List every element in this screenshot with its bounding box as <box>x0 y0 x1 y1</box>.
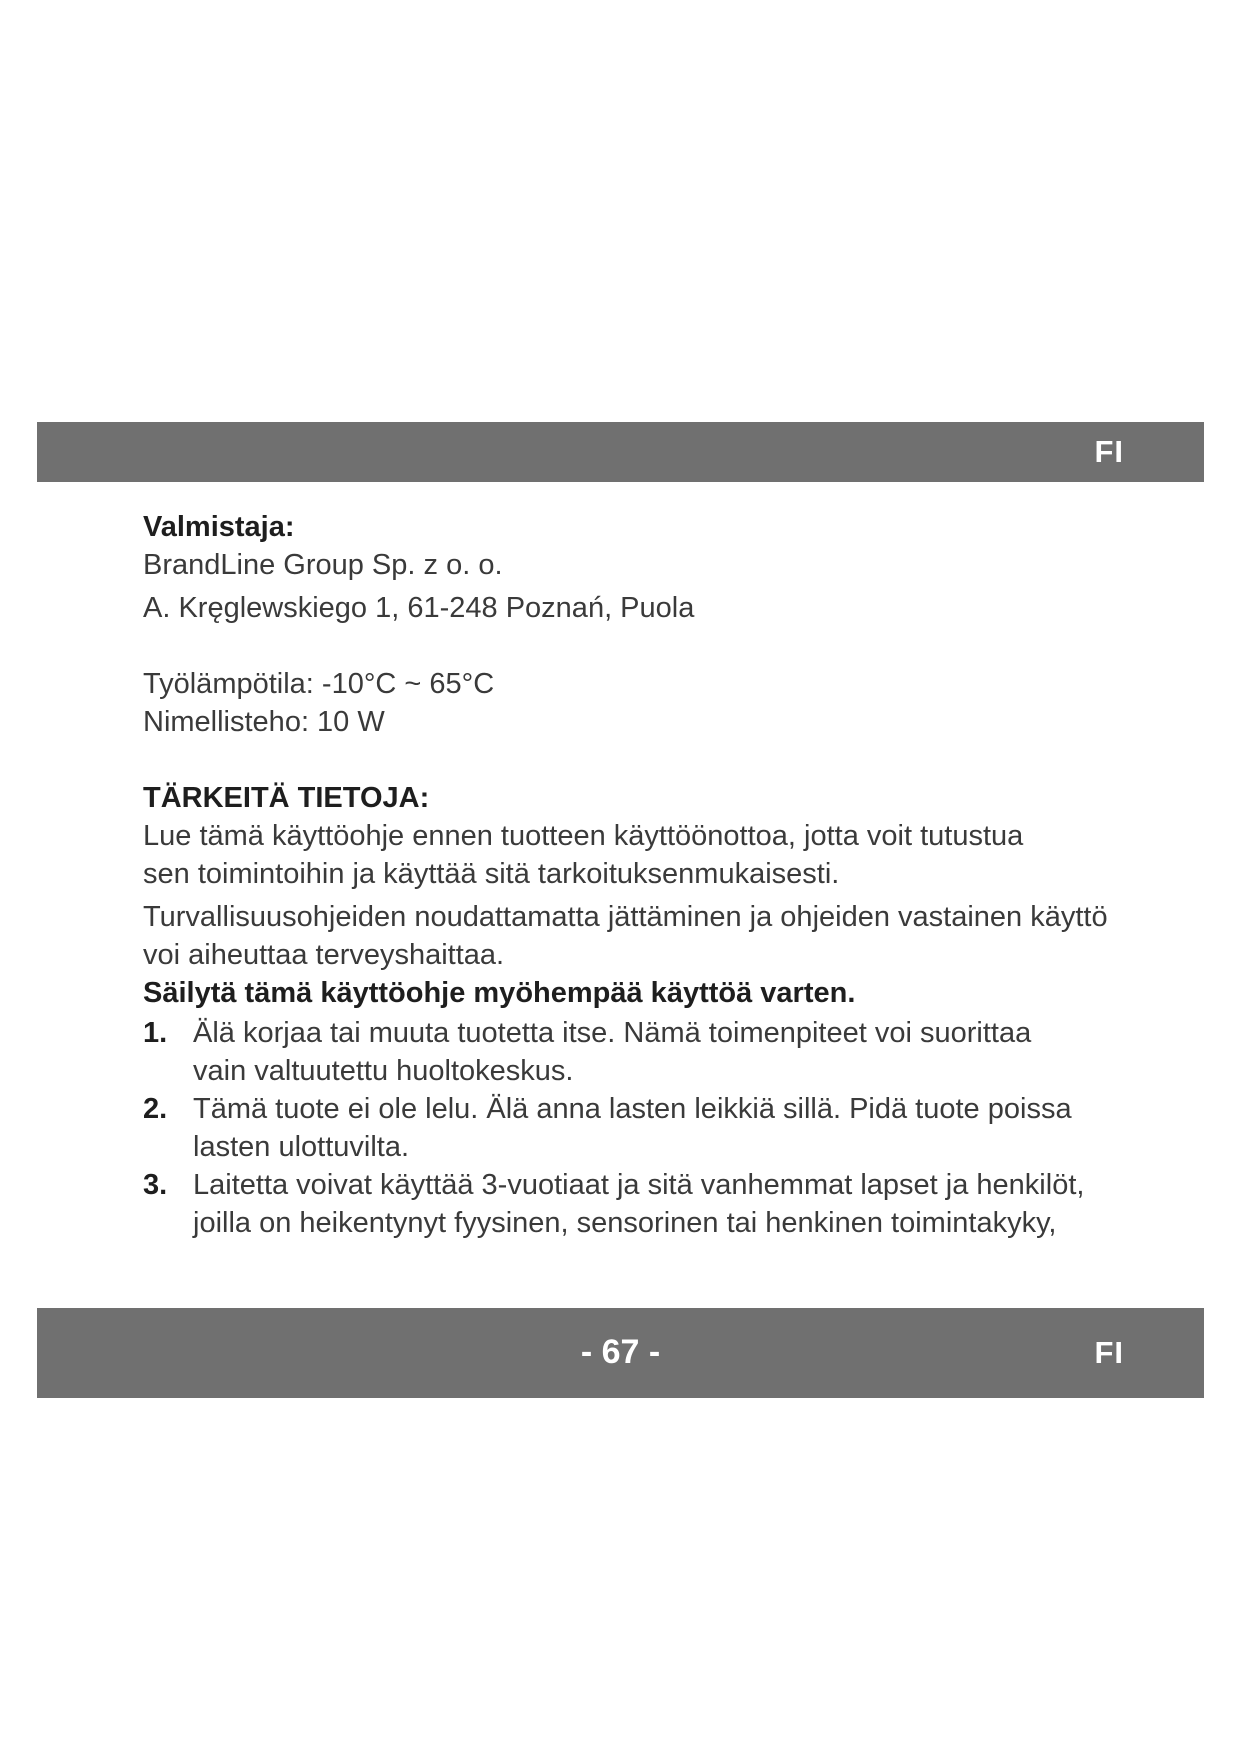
footer-bar <box>37 1308 1204 1398</box>
page-number: - 67 - <box>580 1333 661 1371</box>
page-content <box>143 508 1143 1242</box>
header-bar <box>37 422 1204 482</box>
list-item <box>143 1090 1143 1166</box>
manufacturer-name: BrandLine Group Sp. z o. o. <box>143 549 503 581</box>
important-paragraph-2-line-2: voi aiheuttaa terveyshaittaa. <box>143 939 505 971</box>
list-item-number: 2. <box>143 1093 168 1125</box>
list-item-line-2: vain valtuutettu huoltokeskus. <box>193 1055 574 1087</box>
manufacturer-address: A. Kręglewskiego 1, 61-248 Poznań, Puola <box>143 592 695 624</box>
safety-list <box>143 1014 1143 1242</box>
important-paragraph-1-line-2: sen toimintoihin ja käyttää sitä tarkoituksenmukaisesti. <box>143 858 840 890</box>
header-language-code: FI <box>1094 434 1124 469</box>
important-heading: TÄRKEITÄ TIETOJA: <box>143 782 430 814</box>
operating-temperature: Työlämpötila: -10°C ~ 65°C <box>143 668 495 700</box>
list-item-number: 3. <box>143 1169 168 1201</box>
keep-manual-notice: Säilytä tämä käyttöohje myöhempää käyttöä varten. <box>143 977 856 1009</box>
manufacturer-heading: Valmistaja: <box>143 511 295 543</box>
list-item-line-1: Älä korjaa tai muuta tuotetta itse. Nämä toimenpiteet voi suorittaa <box>193 1017 1032 1049</box>
important-paragraph-1-line-1: Lue tämä käyttöohje ennen tuotteen käyttöönottoa, jotta voit tutustua <box>143 820 1024 852</box>
list-item-line-1: Laitetta voivat käyttää 3-vuotiaat ja sitä vanhemmat lapset ja henkilöt, <box>193 1169 1085 1201</box>
list-item <box>143 1014 1143 1090</box>
list-item-line-1: Tämä tuote ei ole lelu. Älä anna lasten leikkiä sillä. Pidä tuote poissa <box>193 1093 1072 1125</box>
important-paragraph-2-line-1: Turvallisuusohjeiden noudattamatta jättäminen ja ohjeiden vastainen käyttö <box>143 901 1108 933</box>
footer-language-code: FI <box>1094 1335 1124 1370</box>
list-item-line-2: lasten ulottuvilta. <box>193 1131 410 1163</box>
list-item-line-2: joilla on heikentynyt fyysinen, sensorinen tai henkinen toimintakyky, <box>193 1207 1057 1239</box>
list-item <box>143 1166 1143 1242</box>
rated-power: Nimellisteho: 10 W <box>143 706 385 738</box>
list-item-number: 1. <box>143 1017 168 1049</box>
